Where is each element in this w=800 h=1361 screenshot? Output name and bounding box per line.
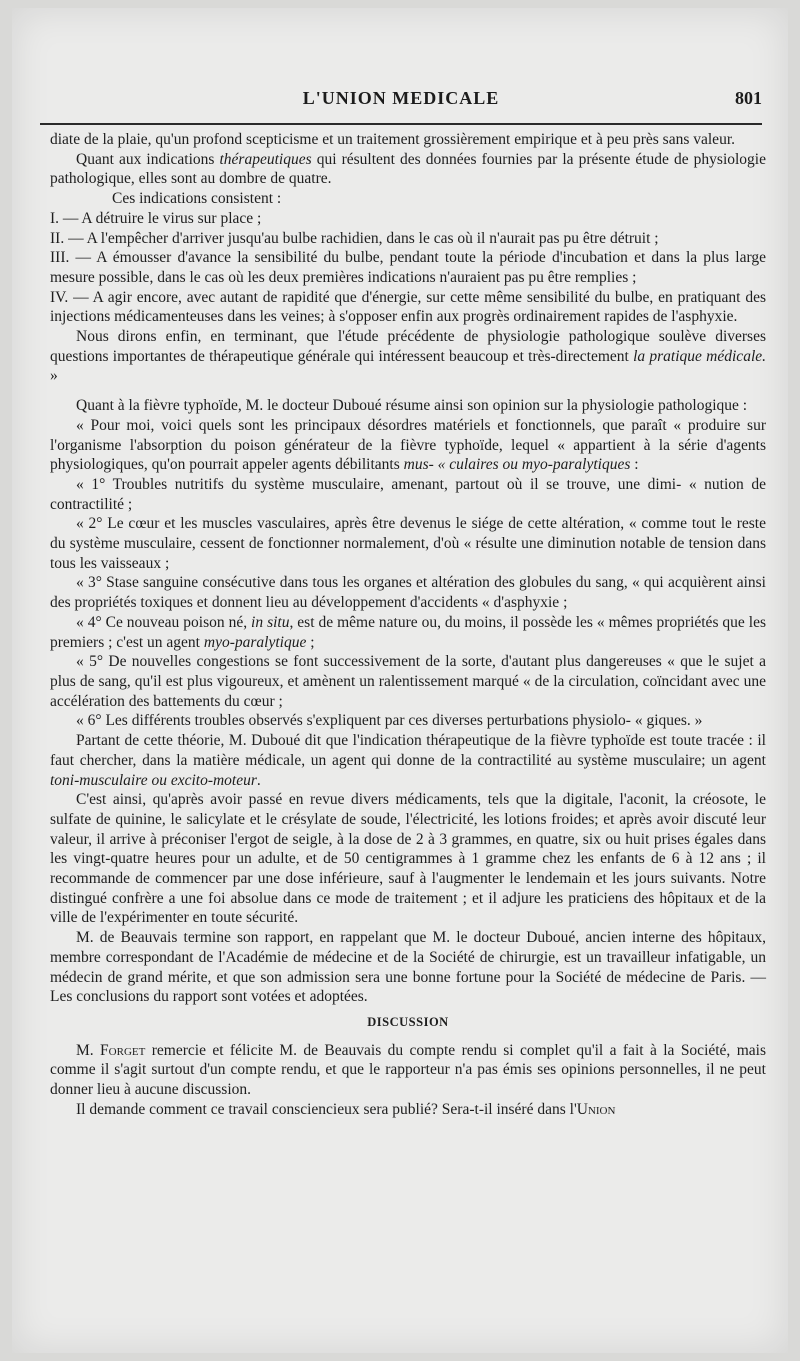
header-rule	[40, 123, 762, 125]
quote-paragraph: « 5° De nouvelles congestions se font successivement de la sorte, d'autant plus dangereuses « que le sujet a plus de sang, qu'il est plus vigoureux, et amènent un ralentissement marqué « de la circulation, coïncidant avec une accélération des battements du cœur ;	[50, 653, 766, 710]
document-page	[12, 8, 788, 1353]
quote-paragraph: « 3° Stase sanguine consécutive dans tous les organes et altération des globules du sang, « qui acquièrent ainsi des propriétés toxiques et donnent lieu au développement d'accidents « d'asphyxie ;	[50, 574, 766, 612]
quote-paragraph: « 1° Troubles nutritifs du système musculaire, amenant, partout où il se trouve, une dimi- « nution de contractilité ;	[50, 475, 766, 513]
section-heading: DISCUSSION	[367, 1014, 449, 1029]
quote-paragraph: « 4° Ce nouveau poison né, in situ, est de même nature ou, du moins, il possède les « mêmes propriétés que les premiers ; c'est un agent myo-paralytique ;	[50, 613, 766, 651]
paragraph: Il demande comment ce travail consciencieux sera publié? Sera-t-il inséré dans l'Union	[76, 1100, 616, 1118]
quote-paragraph: « Pour moi, voici quels sont les principaux désordres matériels et fonctionnels, que paraît « produire sur l'organisme l'absorption du poison générateur de la fièvre typhoïde, lequel « appartient à la série d'agents physiologiques, qu'on pourrait appeler agents débilitants mus- « culaires ou myo-paralytiques :	[50, 416, 766, 474]
paragraph: M. Forget remercie et félicite M. de Beauvais du compte rendu si complet qu'il a fait à la Société, mais comme il s'agit surtout d'un compte rendu, et que le rapporteur n'a pas émis ses opinions personnelles, il ne peut donner lieu à aucune discussion.	[50, 1041, 766, 1099]
quote-paragraph: « 2° Le cœur et les muscles vasculaires, après être devenus le siége de cette altération, « comme tout le reste du système musculaire, cessent de fonctionner normalement, d'où « résulte une diminution notable de tension dans tous les vaisseaux ;	[50, 515, 766, 572]
list-item: III. — A émousser d'avance la sensibilité du bulbe, pendant toute la période d'incubation et dans la plus large mesure possible, dans le cas où les deux premières indications n'auraient pas pu être remplies ;	[50, 249, 766, 286]
list-item: IV. — A agir encore, avec autant de rapidité que d'énergie, sur cette même sensibilité du bulbe, en pratiquant des injections médicamenteuses dans les veines; à s'opposer enfin aux progrès ordinairement rapides de l'asphyxie.	[50, 288, 766, 326]
paragraph: Quant aux indications thérapeutiques qui résultent des données fournies par la présente étude de physiologie pathologique, elles sont au dombre de quatre.	[50, 150, 766, 188]
list-item: II. — A l'empêcher d'arriver jusqu'au bulbe rachidien, dans le cas où il n'aurait pas pu être détruit ;	[50, 229, 659, 247]
list-item: I. — A détruire le virus sur place ;	[50, 209, 262, 227]
page-header	[40, 78, 762, 118]
paragraph: M. de Beauvais termine son rapport, en rappelant que M. le docteur Duboué, ancien interne des hôpitaux, membre correspondant de l'Académie de médecine et de la Société de chirurgie, est un travailleur infatigable, un médecin de grand mérite, et que son admission sera une bonne fortune pour la Société de médecine de Paris. — Les conclusions du rapport sont votées et adoptées.	[50, 929, 766, 1006]
paragraph: Ces indications consistent :	[112, 190, 282, 208]
running-title: L'UNION MEDICALE	[302, 88, 500, 108]
paragraph: diate de la plaie, qu'un profond scepticisme et un traitement grossièrement empirique et à peu près sans valeur.	[50, 131, 735, 148]
paragraph: Partant de cette théorie, M. Duboué dit que l'indication thérapeutique de la fièvre typhoïde est toute tracée : il faut chercher, dans la matière médicale, un agent qui donne de la contractilité au système musculaire; un agent toni-musculaire ou excito-moteur.	[50, 732, 766, 789]
paragraph: C'est ainsi, qu'après avoir passé en revue divers médicaments, tels que la digitale, l'aconit, la créosote, le sulfate de quinine, le salicylate et le crésylate de soude, l'électricité, les lotions froides; et après avoir discuté leur valeur, il arrive à préconiser l'ergot de seigle, à la dose de 2 à 3 grammes, en quatre, six ou huit prises égales dans les vingt-quatre heures pour un adulte, et de 50 centigrammes à 1 gramme chez les enfants de 6 à 12 ans ; il recommande de commencer par une dose inférieure, sauf à l'augmenter le lendemain et les jours suivants. Notre distingué confrère a une foi absolue dans ce mode de traitement ; et il adjure les praticiens des hôpitaux et de la ville de l'expérimenter en toute sécurité.	[50, 791, 766, 927]
quote-paragraph: « 6° Les différents troubles observés s'expliquent par ces diverses perturbations physiolo- « giques. »	[76, 712, 703, 730]
page-number: 801	[735, 88, 762, 108]
article-body	[50, 130, 766, 1119]
paragraph: Nous dirons enfin, en terminant, que l'étude précédente de physiologie pathologique soulève diverses questions importantes de thérapeutique générale qui intéressent beaucoup et très-directement la pratique médicale. »	[50, 328, 767, 385]
paragraph: Quant à la fièvre typhoïde, M. le docteur Duboué résume ainsi son opinion sur la physiologie pathologique :	[76, 397, 748, 415]
